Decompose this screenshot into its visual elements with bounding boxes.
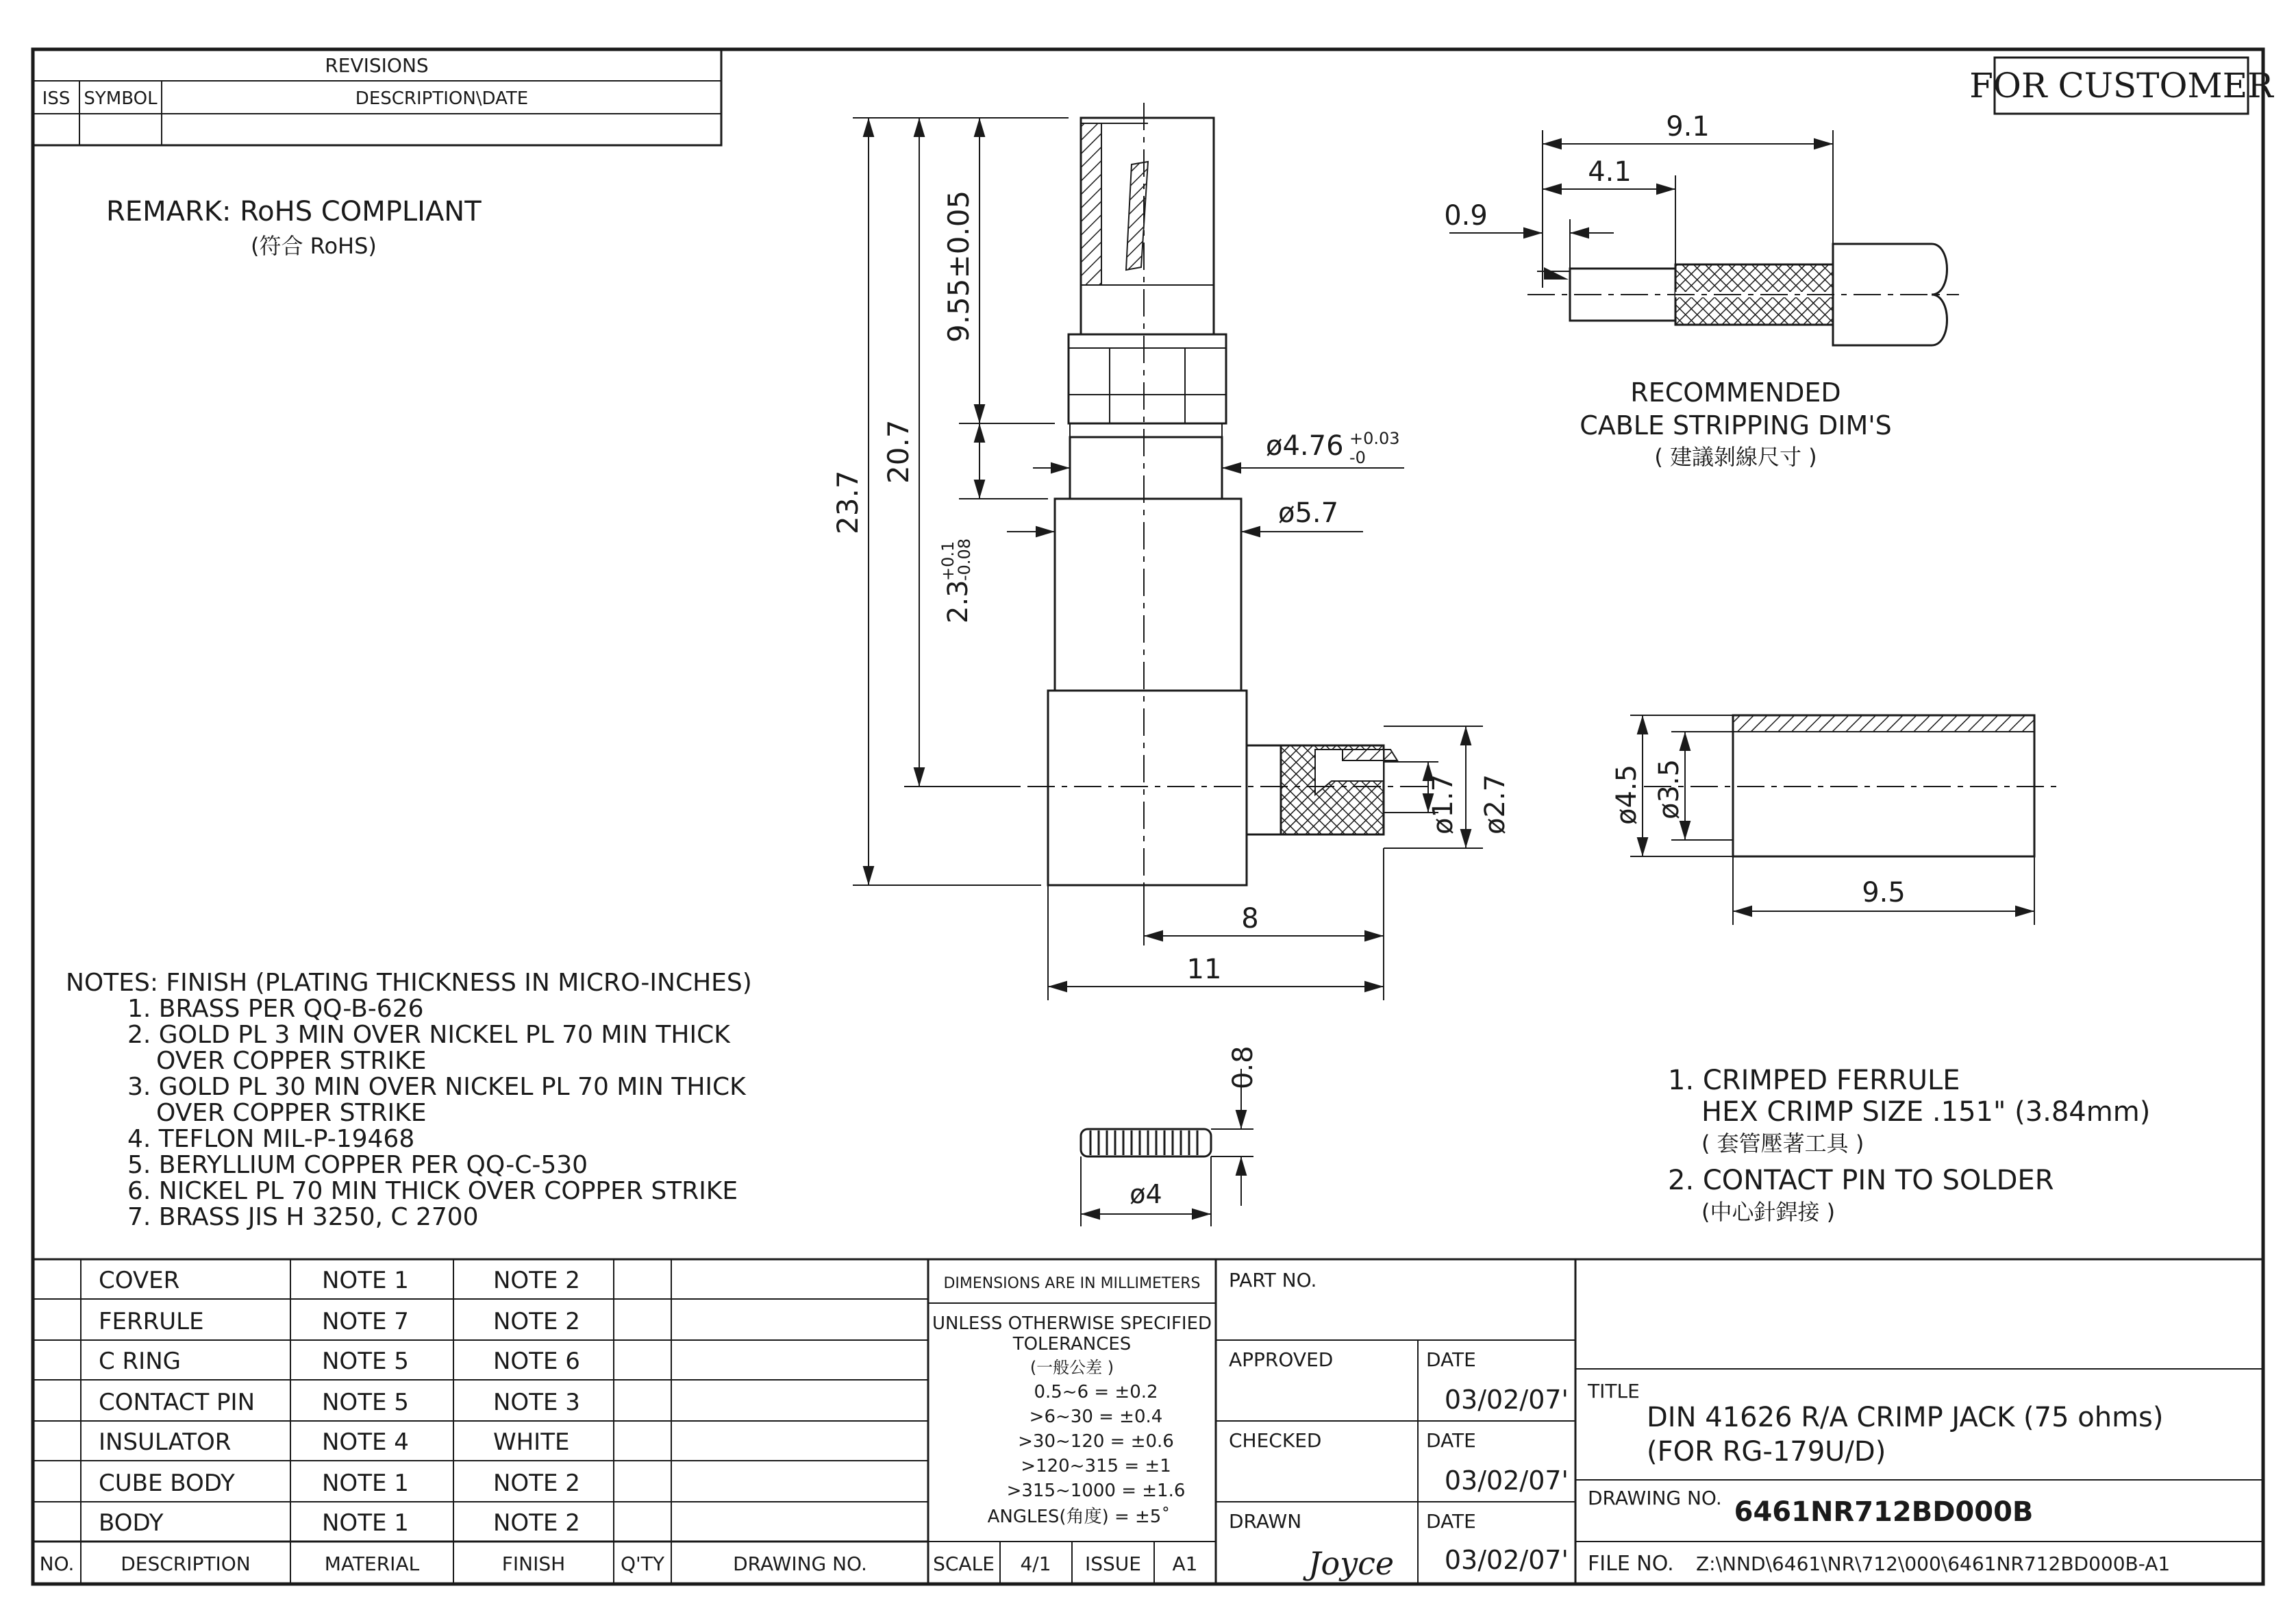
bom-material: NOTE 4: [322, 1428, 409, 1456]
file-no-label: FILE NO.: [1588, 1552, 1674, 1576]
dim-0-9: 0.9: [1444, 200, 1488, 232]
drawn-label: DRAWN: [1229, 1510, 1302, 1533]
for-customer-text: FOR CUSTOMER: [1969, 66, 2273, 106]
dim-9-1: 9.1: [1666, 111, 1710, 143]
approved-date: 03/02/07': [1444, 1385, 1569, 1415]
tol-head1: UNLESS OTHERWISE SPECIFIED: [932, 1313, 1212, 1334]
remark-line1: REMARK: RoHS COMPLIANT: [106, 196, 482, 227]
bom-finish: WHITE: [493, 1428, 570, 1456]
note-line: 5. BERYLLIUM COPPER PER QQ-C-530: [127, 1151, 588, 1179]
revisions-block: [33, 49, 721, 145]
dim-phi-1-7: ø1.7: [1427, 774, 1459, 834]
dim-phi-4-76: ø4.76: [1266, 430, 1344, 462]
assembly-note-2: 2. CONTACT PIN TO SOLDER: [1668, 1165, 2054, 1196]
bom-header-finish: FINISH: [501, 1552, 566, 1575]
bom-desc: C RING: [99, 1348, 181, 1375]
title-block: [1575, 1369, 2263, 1576]
revisions-desc: DESCRIPTION\DATE: [355, 88, 529, 109]
tol-row: 0.5~6 = ±0.2: [1034, 1382, 1158, 1402]
issue-value: A1: [1172, 1552, 1198, 1575]
dim-2-3-tol-plus: +0.1: [938, 541, 958, 581]
dim-11: 11: [1186, 954, 1222, 985]
notes-heading: NOTES: FINISH (PLATING THICKNESS IN MICRO-INCHES): [66, 969, 752, 997]
bom-desc: FERRULE: [99, 1308, 204, 1335]
bom-header-qty: Q'TY: [621, 1552, 664, 1575]
bom-header-desc: DESCRIPTION: [121, 1552, 251, 1575]
tol-row: >120~315 = ±1: [1021, 1456, 1171, 1476]
note-line: OVER COPPER STRIKE: [156, 1099, 427, 1127]
note-line: 3. GOLD PL 30 MIN OVER NICKEL PL 70 MIN THICK: [127, 1073, 746, 1101]
c-ring-view: [1081, 1045, 1259, 1226]
dim-phi-3-5: ø3.5: [1654, 758, 1685, 819]
bom-desc: COVER: [99, 1267, 180, 1294]
notes-block: [66, 969, 752, 1231]
stripping-line2: CABLE STRIPPING DIM'S: [1580, 410, 1892, 441]
file-no: Z:\NND\6461\NR\712\000\6461NR712BD000B-A1: [1696, 1552, 2171, 1575]
revisions-symbol: SYMBOL: [84, 88, 158, 109]
bom-material: NOTE 5: [322, 1389, 409, 1416]
revisions-iss: ISS: [42, 88, 71, 109]
dim-9-55: 9.55±0.05: [942, 190, 975, 343]
note-line: 6. NICKEL PL 70 MIN THICK OVER COPPER STRIKE: [127, 1177, 738, 1205]
stripping-line1: RECOMMENDED: [1630, 378, 1841, 408]
note-line: 7. BRASS JIS H 3250, C 2700: [127, 1203, 479, 1231]
date-label: DATE: [1426, 1429, 1476, 1452]
revisions-title: REVISIONS: [325, 54, 429, 77]
bom-finish: NOTE 6: [493, 1348, 580, 1375]
part-no-label: PART NO.: [1229, 1269, 1317, 1291]
dim-20-7: 20.7: [882, 419, 915, 484]
note-line: 1. BRASS PER QQ-B-626: [127, 995, 424, 1023]
drawing-no: 6461NR712BD000B: [1734, 1496, 2034, 1528]
for-customer-stamp: [1969, 58, 2274, 114]
bom-finish: NOTE 2: [493, 1267, 580, 1294]
dim-23-7: 23.7: [831, 470, 864, 534]
bom-desc: CUBE BODY: [99, 1470, 235, 1497]
tol-head3: (一般公差 ): [1030, 1358, 1114, 1377]
drawn-date: 03/02/07': [1444, 1545, 1569, 1575]
bom-finish: NOTE 2: [493, 1509, 580, 1537]
drawn-by-signature: Joyce: [1308, 1545, 1395, 1582]
issue-label: ISSUE: [1085, 1552, 1141, 1575]
scale-label: SCALE: [933, 1552, 995, 1575]
tol-head2: TOLERANCES: [1012, 1334, 1132, 1354]
scale-value: 4/1: [1020, 1552, 1051, 1575]
bom-header-drawing: DRAWING NO.: [733, 1552, 867, 1575]
date-label: DATE: [1426, 1510, 1476, 1533]
checked-label: CHECKED: [1229, 1429, 1322, 1452]
dim-phi-4: ø4: [1130, 1179, 1162, 1209]
note-line: 4. TEFLON MIL-P-19468: [127, 1125, 415, 1153]
bom-material: NOTE 5: [322, 1348, 409, 1375]
bom-finish: NOTE 2: [493, 1308, 580, 1335]
approved-label: APPROVED: [1229, 1348, 1334, 1371]
note-line: 2. GOLD PL 3 MIN OVER NICKEL PL 70 MIN THICK: [127, 1021, 730, 1049]
remark-line2: (符合 RoHS): [251, 233, 377, 259]
checked-date: 03/02/07': [1444, 1465, 1569, 1496]
tol-row: >6~30 = ±0.4: [1029, 1407, 1163, 1427]
assembly-note-1: 1. CRIMPED FERRULE: [1668, 1065, 1960, 1096]
title-line2: (FOR RG-179U/D): [1647, 1436, 1886, 1468]
connector-main-view: [1027, 103, 1432, 939]
ferrule-view: [1611, 715, 2062, 925]
tol-row: >30~120 = ±0.6: [1018, 1431, 1174, 1452]
dim-phi-5-7: ø5.7: [1278, 497, 1339, 529]
dim-8: 8: [1241, 903, 1259, 935]
dim-phi-4-76-tol-plus: +0.03: [1349, 429, 1400, 448]
tol-row: >315~1000 = ±1.6: [1006, 1481, 1186, 1501]
bom-header-no: NO.: [39, 1552, 75, 1575]
dim-phi-4-5: ø4.5: [1611, 764, 1643, 825]
approvals-block: [1216, 1259, 1575, 1584]
assembly-note-1c: ( 套管壓著工具 ): [1701, 1130, 1864, 1156]
bom-finish: NOTE 3: [493, 1389, 580, 1416]
bom-desc: INSULATOR: [99, 1428, 232, 1456]
bom-desc: CONTACT PIN: [99, 1389, 255, 1416]
dim-2-3: 2.3: [943, 580, 974, 623]
dim-2-3-tol-minus: -0.08: [955, 538, 974, 581]
tol-row: ANGLES(角度) = ±5˚: [987, 1507, 1171, 1527]
cable-stripping-view: [1444, 111, 1959, 470]
dim-9-5: 9.5: [1862, 877, 1906, 908]
main-view-dimensions: [831, 118, 1511, 1000]
bom-finish: NOTE 2: [493, 1470, 580, 1497]
bom-material: NOTE 7: [322, 1308, 409, 1335]
bom-material: NOTE 1: [322, 1470, 409, 1497]
bom-material: NOTE 1: [322, 1267, 409, 1294]
dim-0-8: 0.8: [1227, 1045, 1259, 1089]
note-line: OVER COPPER STRIKE: [156, 1047, 427, 1075]
title-line1: DIN 41626 R/A CRIMP JACK (75 ohms): [1647, 1402, 2164, 1433]
bom-header-material: MATERIAL: [324, 1552, 420, 1575]
tolerance-block: [928, 1259, 1216, 1584]
dim-phi-4-76-tol-minus: -0: [1349, 448, 1366, 467]
assembly-note-2c: (中心針銲接 ): [1701, 1199, 1836, 1225]
dim-4-1: 4.1: [1588, 156, 1632, 188]
date-label: DATE: [1426, 1348, 1476, 1371]
tol-units: DIMENSIONS ARE IN MILLIMETERS: [943, 1275, 1201, 1292]
bom-material: NOTE 1: [322, 1509, 409, 1537]
bom-desc: BODY: [99, 1509, 164, 1537]
stripping-line3: ( 建議剝線尺寸 ): [1654, 444, 1817, 470]
assembly-note-1b: HEX CRIMP SIZE .151" (3.84mm): [1701, 1096, 2151, 1128]
drawing-no-label: DRAWING NO.: [1588, 1487, 1722, 1509]
dim-phi-2-7: ø2.7: [1480, 774, 1511, 834]
title-label: TITLE: [1588, 1380, 1640, 1402]
